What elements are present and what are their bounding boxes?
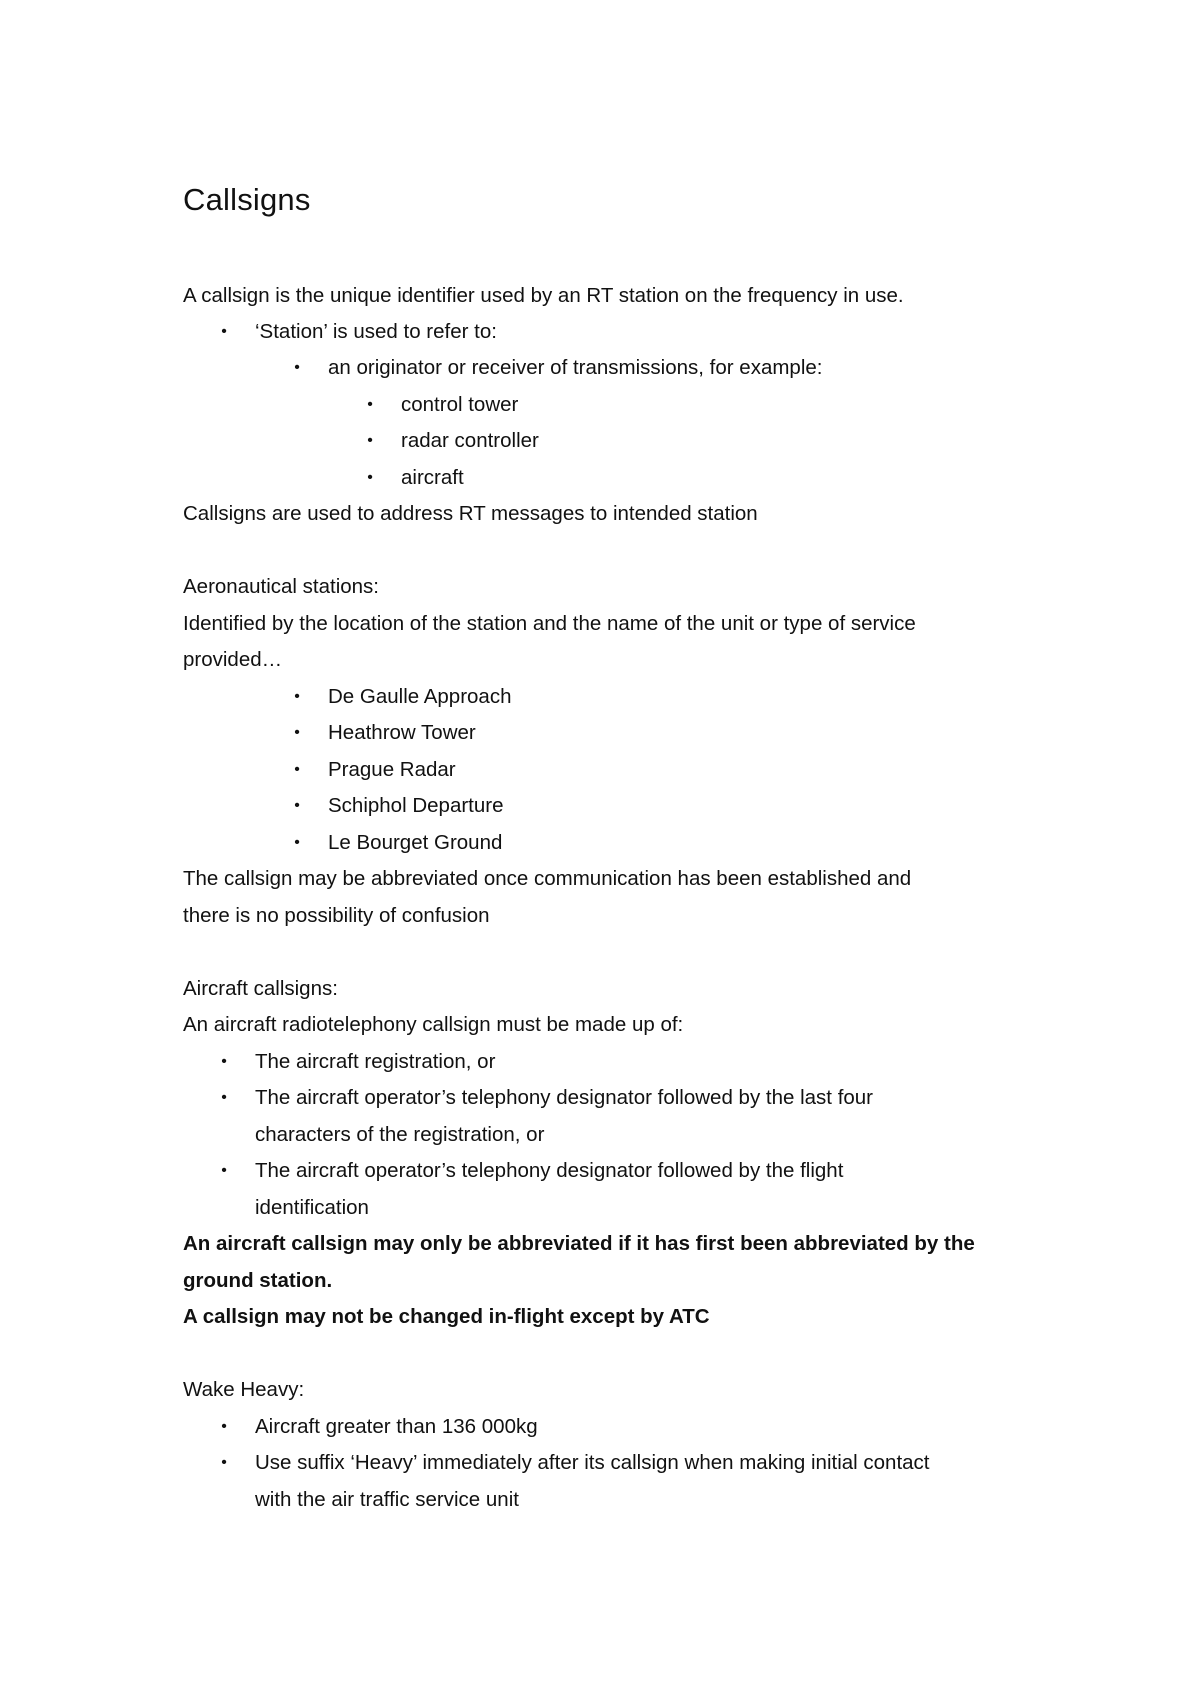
bullet-icon: • [294, 359, 300, 376]
list-item: Use suffix ‘Heavy’ immediately after its callsign when making initial contact [255, 1451, 930, 1474]
bullet-icon: • [367, 396, 373, 413]
aeronautical-note: there is no possibility of confusion [183, 904, 490, 927]
bullet-icon: • [221, 1053, 227, 1070]
list-item: Heathrow Tower [328, 721, 476, 744]
list-item: Le Bourget Ground [328, 831, 503, 854]
list-item: an originator or receiver of transmissions, for example: [328, 356, 823, 379]
bullet-icon: • [294, 724, 300, 741]
bullet-icon: • [294, 761, 300, 778]
aircraft-rule: A callsign may not be changed in-flight except by ATC [183, 1305, 710, 1328]
list-item: control tower [401, 393, 519, 416]
list-item-continuation: identification [255, 1196, 369, 1219]
section-heading-wake: Wake Heavy: [183, 1378, 305, 1401]
bullet-icon: • [221, 1454, 227, 1471]
intro-summary: Callsigns are used to address RT messages to intended station [183, 502, 758, 525]
aeronautical-note: The callsign may be abbreviated once communication has been established and [183, 867, 912, 890]
list-item: The aircraft registration, or [255, 1050, 496, 1073]
list-item: Prague Radar [328, 758, 456, 781]
list-item: The aircraft operator’s telephony designator followed by the last four [255, 1086, 874, 1109]
list-item: The aircraft operator’s telephony designator followed by the flight [255, 1159, 844, 1182]
bullet-icon: • [221, 1162, 227, 1179]
section-heading-aeronautical: Aeronautical stations: [183, 575, 380, 598]
list-item: radar controller [401, 429, 539, 452]
aircraft-desc: An aircraft radiotelephony callsign must be made up of: [183, 1013, 684, 1036]
bullet-icon: • [294, 688, 300, 705]
page-title: Callsigns [183, 182, 311, 217]
list-item: Schiphol Departure [328, 794, 504, 817]
bullet-icon: • [294, 797, 300, 814]
aeronautical-desc: Identified by the location of the station and the name of the unit or type of service [183, 612, 916, 635]
bullet-icon: • [221, 1089, 227, 1106]
list-item: ‘Station’ is used to refer to: [255, 320, 497, 343]
aircraft-rule: An aircraft callsign may only be abbreviated if it has first been abbreviated by the [183, 1232, 975, 1255]
aircraft-rule: ground station. [183, 1269, 333, 1292]
list-item: aircraft [401, 466, 464, 489]
intro-line: A callsign is the unique identifier used by an RT station on the frequency in use. [183, 284, 904, 307]
bullet-icon: • [221, 323, 227, 340]
bullet-icon: • [367, 469, 373, 486]
list-item: Aircraft greater than 136 000kg [255, 1415, 538, 1438]
bullet-icon: • [221, 1418, 227, 1435]
list-item-continuation: characters of the registration, or [255, 1123, 545, 1146]
bullet-icon: • [367, 432, 373, 449]
bullet-icon: • [294, 834, 300, 851]
list-item: De Gaulle Approach [328, 685, 512, 708]
aeronautical-desc: provided… [183, 648, 283, 671]
list-item-continuation: with the air traffic service unit [255, 1488, 519, 1511]
section-heading-aircraft: Aircraft callsigns: [183, 977, 338, 1000]
